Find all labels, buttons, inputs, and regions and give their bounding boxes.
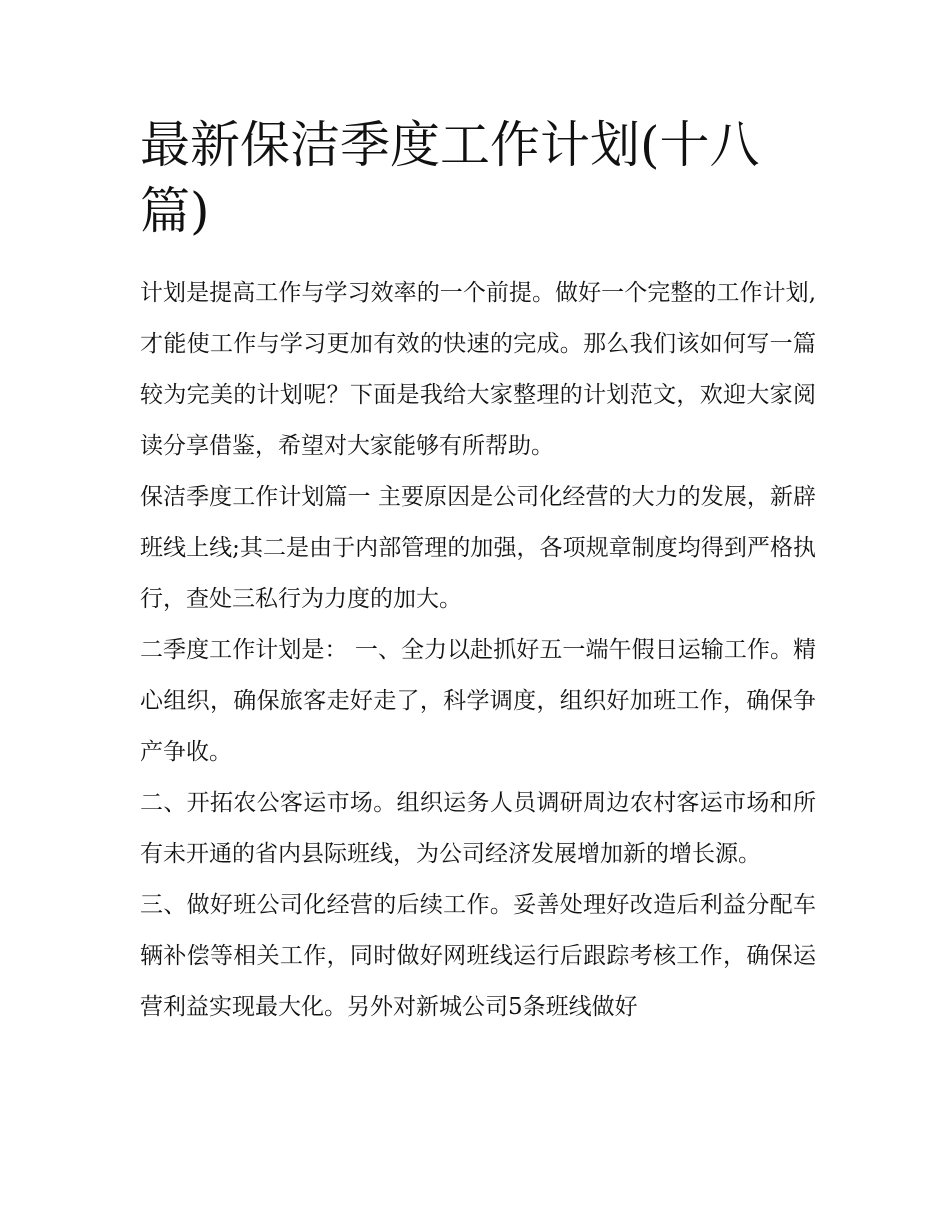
paragraph-part-one: 保洁季度工作计划篇一 主要原因是公司化经营的大力的发展，新辟班线上线;其二是由于内部管理的加强，各项规章制度均得到严格执行，查处三私行为力度的加大。	[140, 484, 816, 612]
paragraph-rural-market: 二、开拓农公客运市场。组织运务人员调研周边农村客运市场和所有未开通的省内县际班线，为公司经济发展增加新的增长源。	[140, 790, 816, 867]
paragraph-q2-plan: 二季度工作计划是： 一、全力以赴抓好五一端午假日运输工作。精心组织，确保旅客走好走了，科学调度，组织好加班工作，确保争产争收。	[140, 637, 816, 765]
document-body	[140, 112, 816, 1033]
paragraph-intro: 计划是提高工作与学习效率的一个前提。做好一个完整的工作计划,才能使工作与学习更加有效的快速的完成。那么我们该如何写一篇较为完美的计划呢？下面是我给大家整理的计划范文，欢迎大家阅读分享借鉴，希望对大家能够有所帮助。	[140, 280, 816, 459]
document-title: 最新保洁季度工作计划(十八篇)	[140, 116, 760, 240]
paragraph-follow-up: 三、做好班公司化经营的后续工作。妥善处理好改造后利益分配车辆补偿等相关工作，同时做好网班线运行后跟踪考核工作，确保运营利益实现最大化。另外对新城公司5条班线做好	[140, 892, 816, 1020]
